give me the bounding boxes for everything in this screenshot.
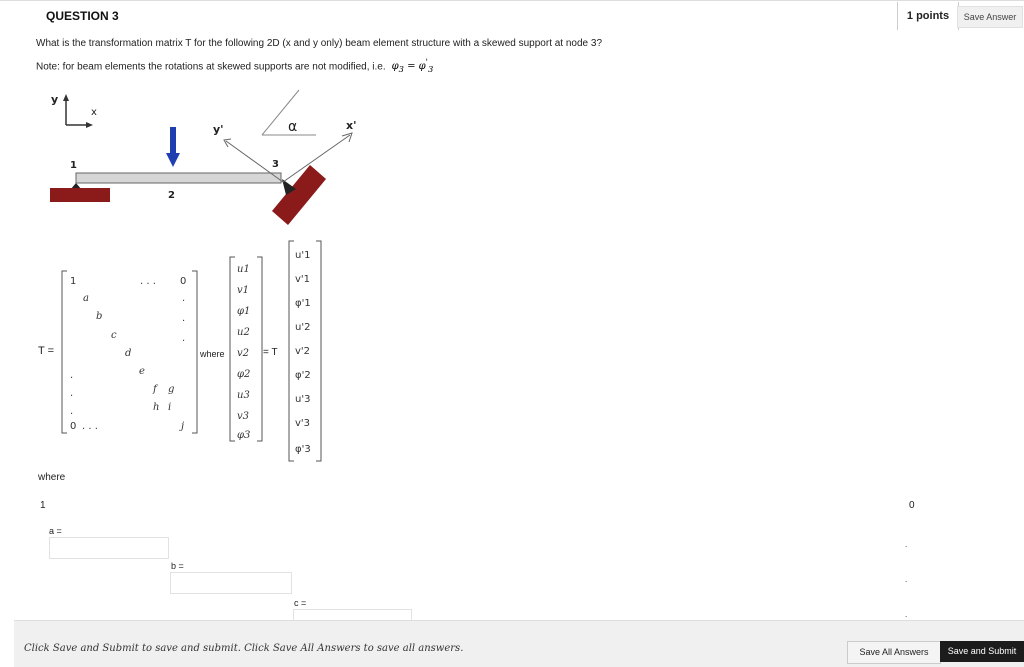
footer-bar — [14, 620, 1024, 667]
matrix-T-label: T = — [38, 345, 55, 357]
note-text: Note: for beam elements the rotations at skewed supports are not modified, i.e. — [36, 61, 386, 73]
node-1-label: 1 — [70, 160, 77, 171]
entry-h: h — [153, 402, 160, 413]
entry-j: j — [181, 421, 185, 432]
vec-u2-prime: u'2 — [295, 322, 311, 333]
vec-v1-prime: v'1 — [295, 274, 311, 285]
vec-u3: u3 — [237, 390, 250, 401]
a-label: a = — [49, 526, 62, 536]
node-2-label: 2 — [168, 190, 175, 201]
left-support — [50, 188, 110, 202]
svg-text:. . .: . . . — [82, 421, 98, 432]
save-all-answers-button[interactable]: Save All Answers — [847, 641, 941, 664]
beam — [76, 173, 281, 183]
matrix-where-label: where — [200, 349, 225, 359]
vec-u3-prime: u'3 — [295, 394, 311, 405]
vec-u1-prime: u'1 — [295, 250, 311, 261]
axis-x-label: x — [91, 107, 97, 118]
vec-u2: u2 — [237, 327, 250, 338]
svg-text:.: . — [182, 313, 186, 324]
entry-e: e — [139, 366, 145, 377]
transformation-matrix — [58, 268, 203, 436]
points-badge: 1 points — [897, 2, 959, 30]
node-3-label: 3 — [272, 159, 279, 170]
vec-phi3-prime: φ'3 — [295, 444, 311, 455]
footer-note: Click Save and Submit to save and submit. Click Save All Answers to save all answers. — [24, 643, 464, 654]
b-input[interactable] — [170, 572, 292, 594]
beam-diagram — [0, 85, 420, 235]
vec-phi1: φ1 — [237, 306, 251, 317]
c-label: c = — [294, 598, 307, 608]
save-and-submit-button[interactable]: Save and Submit — [940, 641, 1024, 662]
local-displacement-vector — [286, 238, 326, 464]
vec-u1: u1 — [237, 264, 250, 275]
answers-where-label: where — [38, 472, 66, 483]
svg-text:. . .: . . . — [140, 276, 156, 287]
svg-text:.: . — [70, 370, 74, 381]
vec-v2: v2 — [237, 348, 250, 359]
axis-y-prime-label: y' — [213, 123, 224, 136]
vec-v3: v3 — [237, 411, 250, 422]
entry-f: f — [153, 384, 157, 395]
save-answer-button[interactable]: Save Answer — [957, 6, 1023, 28]
global-axes-icon — [63, 94, 93, 128]
axis-x-prime-label: x' — [346, 119, 357, 132]
entry-c: c — [111, 330, 117, 341]
svg-text:.: . — [70, 406, 74, 417]
vec-v2-prime: v'2 — [295, 346, 311, 357]
load-arrow-icon — [166, 127, 180, 167]
vec-v3-prime: v'3 — [295, 418, 311, 429]
vec-v1: v1 — [237, 285, 250, 296]
vec-phi2: φ2 — [237, 369, 251, 380]
question-title: QUESTION 3 — [46, 9, 119, 23]
entry-a: a — [83, 293, 89, 304]
vec-phi2-prime: φ'2 — [295, 370, 311, 381]
answer-first-entry: 1 — [40, 500, 46, 511]
entry-g: g — [168, 384, 175, 395]
question-note — [36, 57, 433, 74]
entry-top-right-0: 0 — [180, 276, 187, 287]
vec-phi1-prime: φ'1 — [295, 298, 311, 309]
equals-T-label: = T — [263, 347, 278, 358]
alpha-label: α — [288, 119, 298, 135]
a-input[interactable] — [49, 537, 169, 559]
question-header — [0, 0, 1024, 31]
entry-b: b — [96, 311, 103, 322]
svg-text:.: . — [182, 333, 186, 344]
displacement-vector — [227, 254, 265, 444]
entry-bottom-left-0: 0 — [70, 421, 77, 432]
svg-text:.: . — [70, 388, 74, 399]
entry-1: 1 — [70, 276, 77, 287]
note-equation: $\varphi_3 = \varphi'_3$ — [388, 57, 434, 75]
entry-d: d — [125, 348, 132, 359]
question-text: What is the transformation matrix T for the following 2D (x and y only) beam element structure with a skewed support at node 3? — [36, 38, 603, 49]
vec-phi3: φ3 — [237, 430, 251, 441]
svg-text:.: . — [182, 293, 186, 304]
entry-i: i — [168, 402, 172, 413]
axis-y-label: y — [51, 93, 59, 106]
b-label: b = — [171, 561, 184, 571]
answer-zero-entry: 0 — [909, 500, 915, 511]
